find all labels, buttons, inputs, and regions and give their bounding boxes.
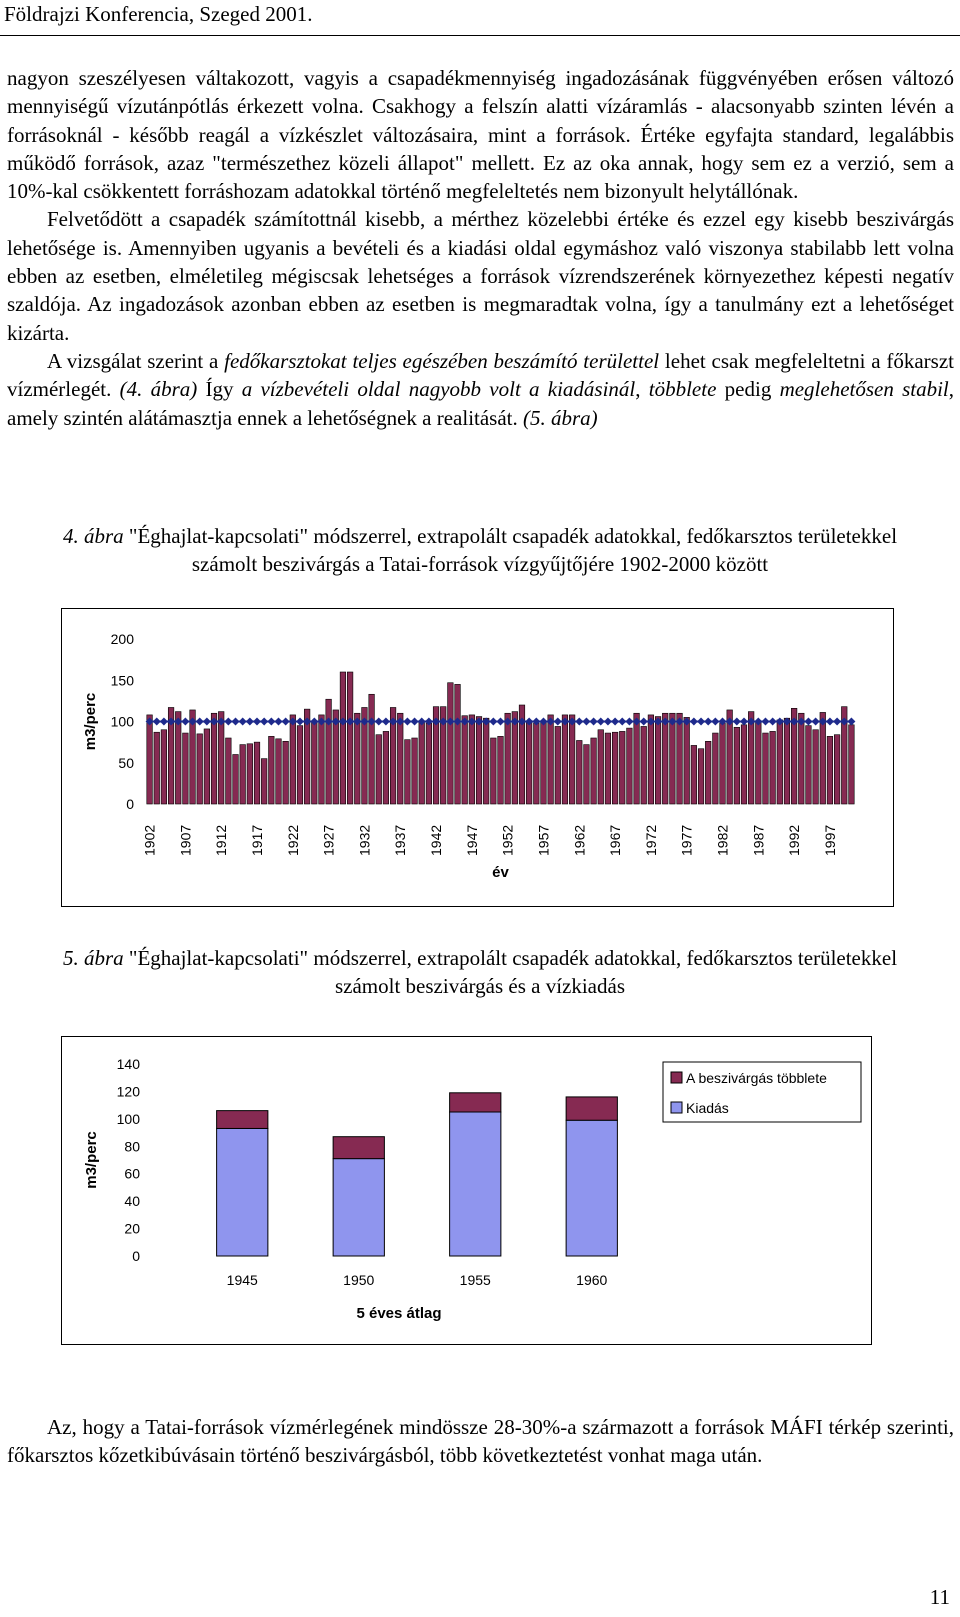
bar <box>648 715 654 804</box>
p3-italic-2: a vízbevételi oldal nagyobb volt a kiadásinál <box>241 377 636 402</box>
line-point <box>224 718 232 726</box>
bar <box>340 672 346 804</box>
bar <box>369 694 375 804</box>
line-point <box>274 718 282 726</box>
figure-5-chart <box>61 1036 872 1345</box>
bar <box>240 745 246 804</box>
p3-italic-3: többlete <box>648 377 717 402</box>
bar <box>376 735 382 804</box>
bar <box>670 713 676 804</box>
line-point <box>582 718 590 726</box>
bar <box>448 683 454 804</box>
bar-segment <box>333 1137 384 1159</box>
bar <box>254 742 260 804</box>
x-tick-label: 1967 <box>607 824 624 856</box>
x-tick-label: 1922 <box>284 824 301 856</box>
bar <box>634 713 640 804</box>
bar <box>147 715 153 804</box>
y-tick-label: 140 <box>116 1056 140 1072</box>
bar <box>548 715 554 804</box>
bar <box>247 744 253 804</box>
bar <box>698 749 704 804</box>
p3-figure-ref-5: (5. ábra) <box>523 405 598 430</box>
bar <box>347 672 353 804</box>
line-point <box>160 718 168 726</box>
bar <box>498 736 504 804</box>
x-tick-label: 1955 <box>459 1272 491 1288</box>
bar <box>741 725 747 804</box>
bar <box>834 735 840 804</box>
bar <box>684 717 690 804</box>
bar <box>569 715 575 804</box>
x-tick-label: 1952 <box>499 824 516 856</box>
figure-5-number: 5. <box>62 946 79 970</box>
p3-italic-1: fedőkarsztokat teljes egészében beszámító területtel <box>224 348 660 373</box>
line-point <box>711 718 719 726</box>
x-tick-label: 1962 <box>571 824 588 856</box>
bar <box>483 718 489 804</box>
closing-paragraph: Az, hogy a Tatai-források vízmérlegének mindössze 28-30%-a származott a források MÁFI térkép szerinti, főkarsztos kőzetkibúvásain történő beszivárgásból, több következtetést vonhat maga után. <box>7 1415 954 1468</box>
figure-4-svg <box>62 609 893 906</box>
bar <box>455 684 461 804</box>
line-point <box>196 718 204 726</box>
bar <box>412 738 418 804</box>
line-point <box>740 718 748 726</box>
bar <box>619 731 625 804</box>
bar <box>720 723 726 804</box>
bar <box>820 712 826 804</box>
bar <box>397 713 403 804</box>
x-tick-label: 1977 <box>678 824 695 856</box>
running-title: Földrajzi Konferencia, Szeged 2001. <box>4 2 313 26</box>
bar <box>798 713 804 804</box>
bar <box>283 741 289 804</box>
line-point <box>833 718 841 726</box>
figure-5-label: ábra <box>78 946 124 970</box>
bar <box>204 729 210 804</box>
bar <box>197 734 203 804</box>
y-tick-label: 80 <box>124 1138 140 1155</box>
figure-4-number: 4. <box>62 524 79 548</box>
y-tick-label: 20 <box>124 1220 140 1237</box>
legend-label: A beszivárgás többlete <box>686 1070 827 1086</box>
line-point <box>804 718 812 726</box>
bar <box>662 713 668 804</box>
bar <box>354 713 360 804</box>
bar <box>526 722 532 805</box>
bar <box>541 722 547 805</box>
x-tick-label: 1912 <box>213 824 230 856</box>
bar <box>691 745 697 804</box>
y-tick-label: 100 <box>110 713 134 730</box>
y-tick-label: 40 <box>124 1193 140 1210</box>
line-point <box>296 718 304 726</box>
figure-4-label: ábra <box>78 524 124 548</box>
bar <box>211 713 217 804</box>
y-tick-label: 50 <box>118 754 134 771</box>
legend-label: Kiadás <box>686 1100 729 1116</box>
figure-5-svg <box>62 1037 871 1344</box>
bar <box>827 736 833 804</box>
bar <box>770 731 776 804</box>
line-point <box>232 718 240 726</box>
line-point <box>812 718 820 726</box>
x-tick-label: 1992 <box>786 824 803 856</box>
line-point <box>604 718 612 726</box>
bar <box>183 733 189 804</box>
figure-4-text: "Éghajlat-kapcsolati" módszerrel, extrapolált csapadék adatokkal, fedőkarsztos területekkel számolt beszivárgás a Tatai-források vízgyűjtőjére 1902-2000 között <box>123 524 898 576</box>
bar-segment <box>566 1120 617 1256</box>
x-tick-label: 1987 <box>750 824 767 856</box>
x-axis-label: 5 éves átlag <box>356 1305 442 1322</box>
line-point <box>253 718 261 726</box>
x-axis-label: év <box>492 864 509 881</box>
line-point <box>403 718 411 726</box>
bar <box>226 738 232 804</box>
line-point <box>611 718 619 726</box>
bar <box>705 741 711 804</box>
y-tick-label: 0 <box>126 796 134 812</box>
body-text <box>7 64 954 432</box>
bar <box>734 727 740 804</box>
bar <box>383 731 389 804</box>
y-tick-label: 100 <box>116 1110 140 1127</box>
bar <box>491 738 497 804</box>
bar <box>627 728 633 804</box>
line-point <box>375 718 383 726</box>
bar <box>784 718 790 804</box>
x-tick-label: 1902 <box>141 824 158 856</box>
line-point <box>239 718 247 726</box>
x-tick-label: 1917 <box>249 824 266 856</box>
bar <box>261 759 267 804</box>
line-point <box>382 718 390 726</box>
line-point <box>697 718 705 726</box>
bar <box>806 726 812 804</box>
bar <box>405 740 411 804</box>
line-point <box>489 718 497 726</box>
line-point <box>267 718 275 726</box>
figure-5-caption <box>30 944 930 1000</box>
page-header <box>0 0 960 36</box>
x-tick-label: 1972 <box>642 824 659 856</box>
bar <box>641 726 647 804</box>
p3-text-2: lehet csak megfeleltetni a főkarszt vízmérlegét. <box>7 348 954 402</box>
line-point <box>640 718 648 726</box>
line-point <box>181 718 189 726</box>
figure-4-chart <box>61 608 894 907</box>
y-tick-label: 150 <box>110 672 134 689</box>
bar <box>419 722 425 805</box>
bar <box>469 715 475 804</box>
figure-4-caption <box>30 522 930 578</box>
closing-text <box>7 1413 954 1470</box>
x-tick-label: 1945 <box>226 1272 258 1288</box>
bar <box>605 733 611 804</box>
line-point <box>618 718 626 726</box>
bar <box>612 732 618 804</box>
line-point <box>246 718 254 726</box>
x-tick-label: 1950 <box>343 1272 375 1288</box>
bar <box>462 716 468 804</box>
line-point <box>690 718 698 726</box>
line-point <box>575 718 583 726</box>
paragraph-1: nagyon szeszélyesen váltakozott, vagyis a csapadékmennyiség ingadozásának függvényében erősen változó mennyiségű vízutánpótlás érkezett volna. Csakhogy a felszín alatti vízáramlás - alacsonyabb szinten lévén a forrásoknál - később reagál a vízkészlet változásaira, mint a források. Értéke egyfajta standard, legalábbis működő források, azaz "természethez közeli állapot" mellett. Ez az oka annak, hogy sem ez a verzió, sem a 10%-kal csökkentett forráshozam adatokkal történő megfeleltetés nem bizonyult helytállónak. <box>7 66 954 204</box>
bar <box>576 740 582 804</box>
p3-text-1: A vizsgálat szerint a <box>47 348 225 373</box>
x-tick-label: 1907 <box>177 824 194 856</box>
x-tick-label: 1997 <box>821 824 838 856</box>
bar <box>290 715 296 804</box>
paragraph-2: Felvetődött a csapadék számítottnál kisebb, a mérthez közelebbi értéke és ezzel egy kisebb beszivárgás lehetősége is. Amennyiben ugyanis a bevételi és a kiadási oldal egymáshoz való viszonya stabilabb lett volna ebben az esetben, elméletileg mégiscsak lehetséges a források vízrendszerének környezethez képesti negatív szaldója. Az ingadozások azonban ebben az esetben is megmaradtak volna, így a tanulmány ezt a lehetőséget kizárta. <box>7 207 954 345</box>
bar <box>584 745 590 804</box>
y-tick-label: 200 <box>110 631 134 647</box>
p3-text-6: , amely szintén alátámasztja ennek a lehetőségnek a realitását. <box>7 377 955 430</box>
bar <box>297 726 303 804</box>
line-point <box>761 718 769 726</box>
line-point <box>733 718 741 726</box>
y-tick-label: 0 <box>132 1248 140 1264</box>
bar <box>326 699 332 804</box>
bar <box>233 755 239 805</box>
bar-segment <box>217 1111 268 1129</box>
bar <box>655 717 661 804</box>
bar <box>426 723 432 804</box>
bar <box>312 722 318 805</box>
bar <box>555 726 561 804</box>
x-tick-label: 1932 <box>356 824 373 856</box>
y-tick-label: 60 <box>124 1165 140 1182</box>
bar <box>276 739 282 804</box>
bar-segment <box>333 1159 384 1256</box>
bar-segment <box>450 1112 501 1256</box>
bar <box>777 720 783 804</box>
bar <box>598 730 604 804</box>
bar <box>677 713 683 804</box>
line-point <box>704 718 712 726</box>
x-tick-label: 1942 <box>428 824 445 856</box>
x-tick-label: 1960 <box>576 1272 608 1288</box>
p3-text-3: Így <box>197 377 242 402</box>
line-point <box>497 718 505 726</box>
bar <box>756 722 762 805</box>
y-tick-label: 120 <box>116 1083 140 1100</box>
line-point <box>282 718 290 726</box>
line-point <box>590 718 598 726</box>
bar <box>505 713 511 804</box>
paragraph-3 <box>7 347 954 432</box>
line-point <box>769 718 777 726</box>
line-point <box>260 718 268 726</box>
bar-segment <box>450 1093 501 1112</box>
bar <box>849 725 855 804</box>
p3-text-5: pedig <box>716 377 780 402</box>
line-point <box>203 718 211 726</box>
bar <box>562 715 568 804</box>
bar <box>269 736 275 804</box>
legend-swatch <box>671 1102 682 1113</box>
line-point <box>826 718 834 726</box>
p3-italic-4: meglehetősen stabil <box>779 377 949 402</box>
line-point <box>554 718 562 726</box>
legend-swatch <box>671 1072 682 1083</box>
bar <box>813 730 819 804</box>
y-axis-label: m3/perc <box>83 1131 100 1189</box>
p3-figure-ref-4: (4. ábra) <box>119 377 198 402</box>
figure-5-text: "Éghajlat-kapcsolati" módszerrel, extrapolált csapadék adatokkal, fedőkarsztos területekkel számolt beszivárgás és a vízkiadás <box>123 946 898 998</box>
line-point <box>597 718 605 726</box>
x-tick-label: 1982 <box>714 824 731 856</box>
x-tick-label: 1937 <box>392 824 409 856</box>
line-point <box>411 718 419 726</box>
bar <box>476 717 482 804</box>
page-number: 11 <box>929 1585 950 1609</box>
p3-text-4: , <box>635 377 649 402</box>
bar <box>534 723 540 804</box>
bar-segment <box>217 1128 268 1256</box>
x-tick-label: 1927 <box>320 824 337 856</box>
bar <box>161 730 167 804</box>
x-tick-label: 1957 <box>535 824 552 856</box>
line-point <box>847 718 855 726</box>
bar <box>591 738 597 804</box>
line-point <box>625 718 633 726</box>
y-axis-label: m3/perc <box>82 692 99 751</box>
bar <box>319 715 325 804</box>
line-point <box>153 718 161 726</box>
bar <box>713 733 719 804</box>
x-tick-label: 1947 <box>463 824 480 856</box>
bar-segment <box>566 1097 617 1120</box>
bar <box>763 733 769 804</box>
bar <box>154 732 160 804</box>
